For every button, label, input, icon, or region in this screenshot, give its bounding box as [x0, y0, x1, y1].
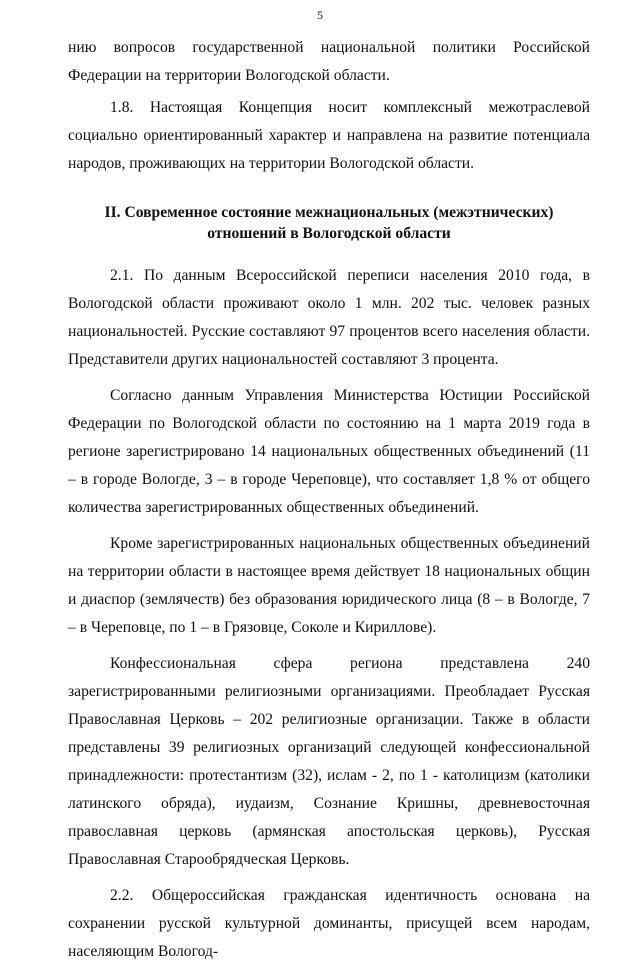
document-body: [68, 34, 590, 966]
page-number: 5: [317, 8, 323, 22]
paragraph-continuation: нию вопросов государственной национальной политики Российской Федерации на территории Вологодской области.: [68, 39, 590, 84]
paragraph-2-1: 2.1. По данным Всероссийской переписи населения 2010 года, в Вологодской области проживают около 1 млн. 202 тыс. человек разных национальностей. Русские составляют 97 процентов всего населения области. Представители других национальностей составляют 3 процента.: [68, 267, 590, 368]
paragraph-registered-associations: Согласно данным Управления Министерства Юстиции Российской Федерации по Вологодской области по состоянию на 1 марта 2019 года в регионе зарегистрировано 14 национальных общественных объединений (11 – в городе Вологде, 3 – в городе Череповце), что составляет 1,8 % от общего количества зарегистрированных общественных объединений.: [68, 387, 590, 516]
paragraph-1-8: 1.8. Настоящая Концепция носит комплексный межотраслевой социально ориентированный характер и направлена на развитие потенциала народов, проживающих на территории Вологодской области.: [68, 99, 590, 172]
paragraph-diasporas: Кроме зарегистрированных национальных общественных объединений на территории области в настоящее время действует 18 национальных общин и диаспор (землячеств) без образования юридического лица (8 – в Вологде, 7 – в Череповце, по 1 – в Грязовце, Соколе и Кириллове).: [68, 535, 590, 636]
paragraph-2-2: 2.2. Общероссийская гражданская идентичность основана на сохранении русской культурной доминанты, присущей всем народам, населяющим Вологод-: [68, 887, 590, 960]
paragraph-confessions: Конфессиональная сфера региона представлена 240 зарегистрированными религиозными организациями. Преобладает Русская Православная Церковь – 202 религиозные организации. Также в области представлены 39 религиозных организаций следующей конфессиональной принадлежности: протестантизм (32), ислам - 2, по 1 - католицизм (католики латинского обряда), иудаизм, Сознание Кришны, древневосточная православная церковь (армянская апостольская церковь), Русская Православная Старообрядческая Церковь.: [68, 655, 590, 868]
section-heading: II. Современное состояние межнациональных (межэтнических) отношений в Вологодской области: [104, 204, 554, 242]
